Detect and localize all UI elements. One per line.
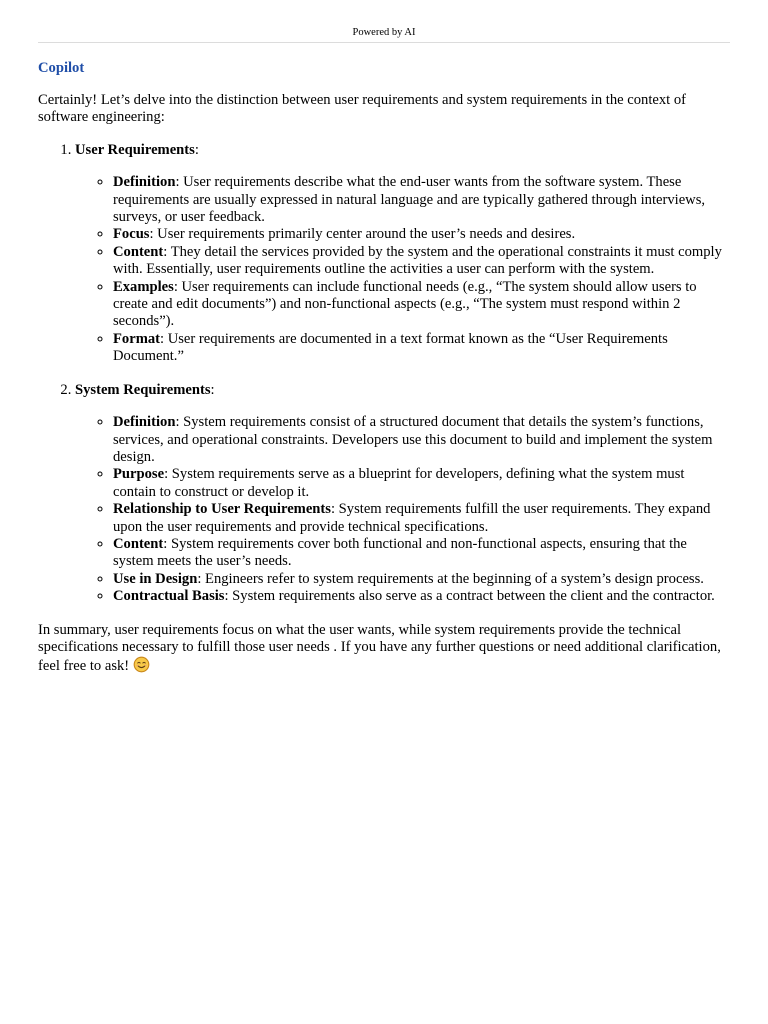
point-term: Definition	[113, 414, 176, 431]
point-text: : System requirements fulfill the user requirements. They expand upon the user requirements and provide technical specifications.	[113, 501, 711, 535]
list-item	[113, 571, 730, 588]
brand-title: Copilot	[38, 60, 85, 76]
point-text: : System requirements serve as a blueprint for developers, defining what the system must contain to construct or develop it.	[113, 466, 685, 500]
section-title: System Requirements	[75, 381, 211, 398]
list-item	[113, 226, 730, 243]
section-system-requirements: 2. System Requirements: ◦ Definition: System requirements consist of a structured document that details the system’s functions, services, and operational constraints. Developers use this document to build and implement the system design. ◦ Purpose: System requirements serve as a blueprint for developers, defining what the system must contain to construct or develop it. ◦ Relationship to User Requirements: System requirements fulfill the user requirements. They expand upon the user requirements and provide technical specifications. ◦ Content: System requirements cover both functional and non-functional aspects, ensuring that the system meets the user’s needs. ◦ Use in Design: Engineers refer to system requirements at the beginning of a system’s design process. ◦ Contractual Basis: System requirements also serve as a contract between the client and the contractor.	[75, 382, 730, 606]
list-item	[113, 588, 730, 605]
list-item	[113, 501, 730, 536]
list-item	[113, 279, 730, 331]
point-term: Definition	[113, 174, 176, 191]
intro-paragraph: Certainly! Let’s delve into the distinction between user requirements and system requirements in the context of software engineering:	[38, 92, 687, 126]
list-item	[113, 174, 730, 226]
section-title: User Requirements	[75, 141, 195, 158]
points-list	[75, 174, 730, 365]
summary-text: In summary, user requirements focus on what the user wants, while system requirements provide the technical specifications necessary to fulfill those user needs . If you have any further questions or need additional clarification, feel free to ask!	[38, 621, 721, 675]
point-term: Purpose	[113, 466, 165, 483]
points-list	[75, 414, 730, 605]
list-item	[113, 466, 730, 501]
smiling-face-icon	[133, 656, 150, 673]
point-text: : User requirements can include functional needs (e.g., “The system should allow users to create and edit documents”) and non-functional aspects (e.g., “The system must respond within 2 seconds”).	[113, 278, 697, 330]
point-term: Focus	[113, 226, 150, 243]
point-term: Use in Design	[113, 570, 198, 587]
point-term: Relationship to User Requirements	[113, 501, 331, 518]
point-text: : User requirements primarily center around the user’s needs and desires.	[149, 226, 576, 243]
point-term: Content	[113, 243, 164, 260]
point-term: Content	[113, 535, 164, 552]
list-item	[113, 536, 730, 571]
point-text: : System requirements also serve as a contract between the client and the contractor.	[224, 588, 715, 605]
point-term: Examples	[113, 278, 174, 295]
list-item	[113, 331, 730, 366]
point-term: Contractual Basis	[113, 588, 225, 605]
point-text: : Engineers refer to system requirements at the beginning of a system’s design process.	[197, 570, 704, 587]
point-text: : System requirements consist of a structured document that details the system’s functions, services, and operational constraints. Developers use this document to build and implement the system design.	[113, 414, 713, 465]
summary-paragraph	[38, 622, 730, 676]
point-text: : User requirements describe what the end-user wants from the software system. These requirements are usually expressed in natural language and are typically gathered through interviews, surveys, or user feedback.	[113, 174, 706, 226]
point-text: : System requirements cover both functional and non-functional aspects, ensuring that the system meets the user’s needs.	[113, 535, 687, 570]
section-user-requirements: 1. User Requirements: ◦ Definition: User requirements describe what the end-user wants from the software system. These requirements are usually expressed in natural language and are typically gathered through interviews, surveys, or user feedback. ◦ Focus: User requirements primarily center around the user’s needs and desires. ◦ Content: They detail the services provided by the system and the operational constraints it must comply with. Essentially, user requirements outline the activities a user can perform with the system. ◦ Examples: User requirements can include functional needs (e.g., “The system should allow users to create and edit documents”) and non-functional aspects (e.g., “The system must respond within 2 seconds”). ◦ Format: User requirements are documented in a text format known as the “User Requirements Document.”	[75, 142, 730, 366]
powered-by-header: Powered by AI	[38, 0, 730, 43]
point-term: Format	[113, 330, 161, 347]
list-item	[113, 244, 730, 279]
point-text: : User requirements are documented in a text format known as the “User Requirements Document.”	[113, 330, 668, 365]
list-item	[113, 414, 730, 466]
requirements-list	[38, 142, 730, 606]
point-text: : They detail the services provided by the system and the operational constraints it must comply with. Essentially, user requirements outline the activities a user can perform with the system.	[113, 243, 722, 278]
